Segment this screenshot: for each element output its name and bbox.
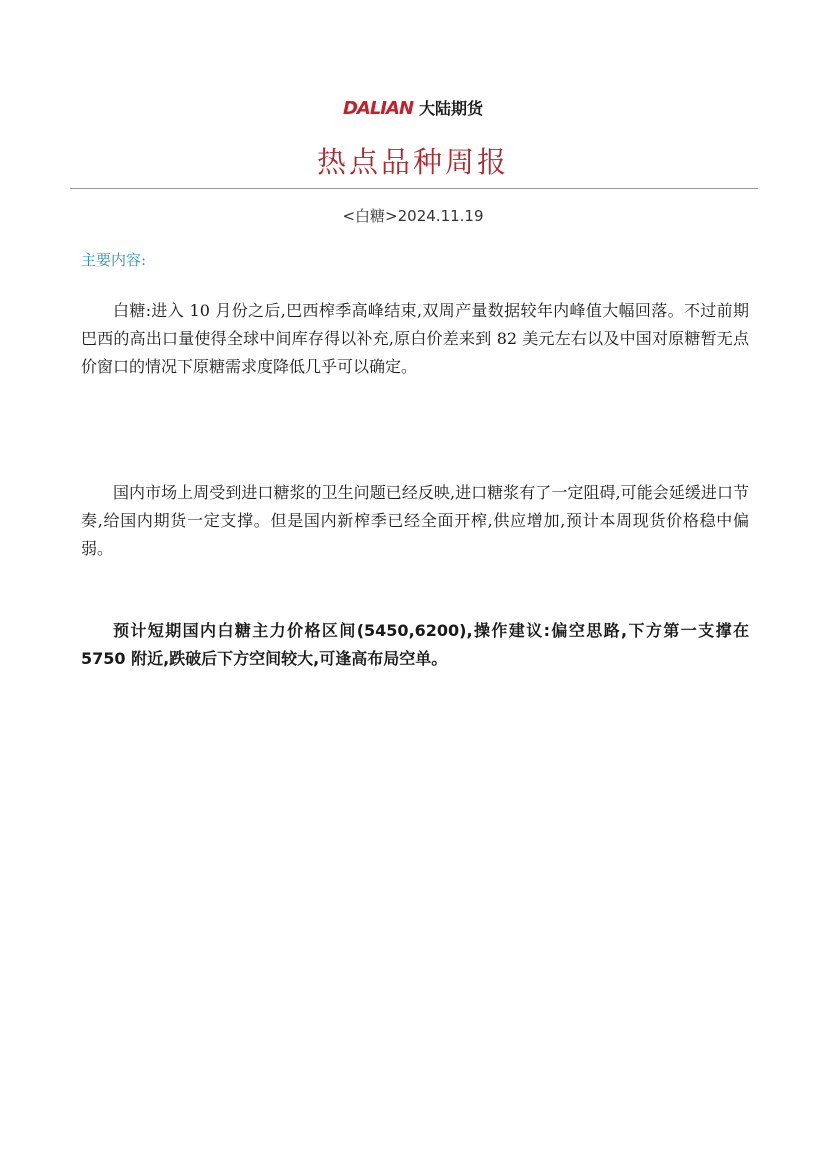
paragraph-domestic-market: 国内市场上周受到进口糖浆的卫生问题已经反映,进口糖浆有了一定阻碍,可能会延缓进口节奏,给国内期货一定支撑。但是国内新榨季已经全面开榨,供应增加,预计本周现货价格稳中偏弱。 [81, 483, 749, 558]
paragraph-sugar-overview: 白糖:进入 10 月份之后,巴西榨季高峰结束,双周产量数据较年内峰值大幅回落。不过前期巴西的高出口量使得全球中间库存得以补充,原白价差来到 82 美元左右以及中国对原糖暂无点价窗口的情况下原糖需求度降低几乎可以确定。 [81, 301, 749, 376]
company-logo [0, 99, 826, 119]
paragraph-trading-advice: 预计短期国内白糖主力价格区间(5450,6200),操作建议:偏空思路,下方第一支撑在 5750 附近,跌破后下方空间较大,可逢高布局空单。 [81, 621, 749, 668]
report-date-line: <白糖>2024.11.19 [342, 207, 484, 225]
title-divider [70, 188, 758, 189]
report-title: 热点品种周报 [316, 145, 509, 179]
logo-mark: DALIAN [342, 98, 414, 119]
logo-company-name: 大陆期货 [419, 99, 484, 118]
section-heading: 主要内容: [81, 251, 147, 269]
